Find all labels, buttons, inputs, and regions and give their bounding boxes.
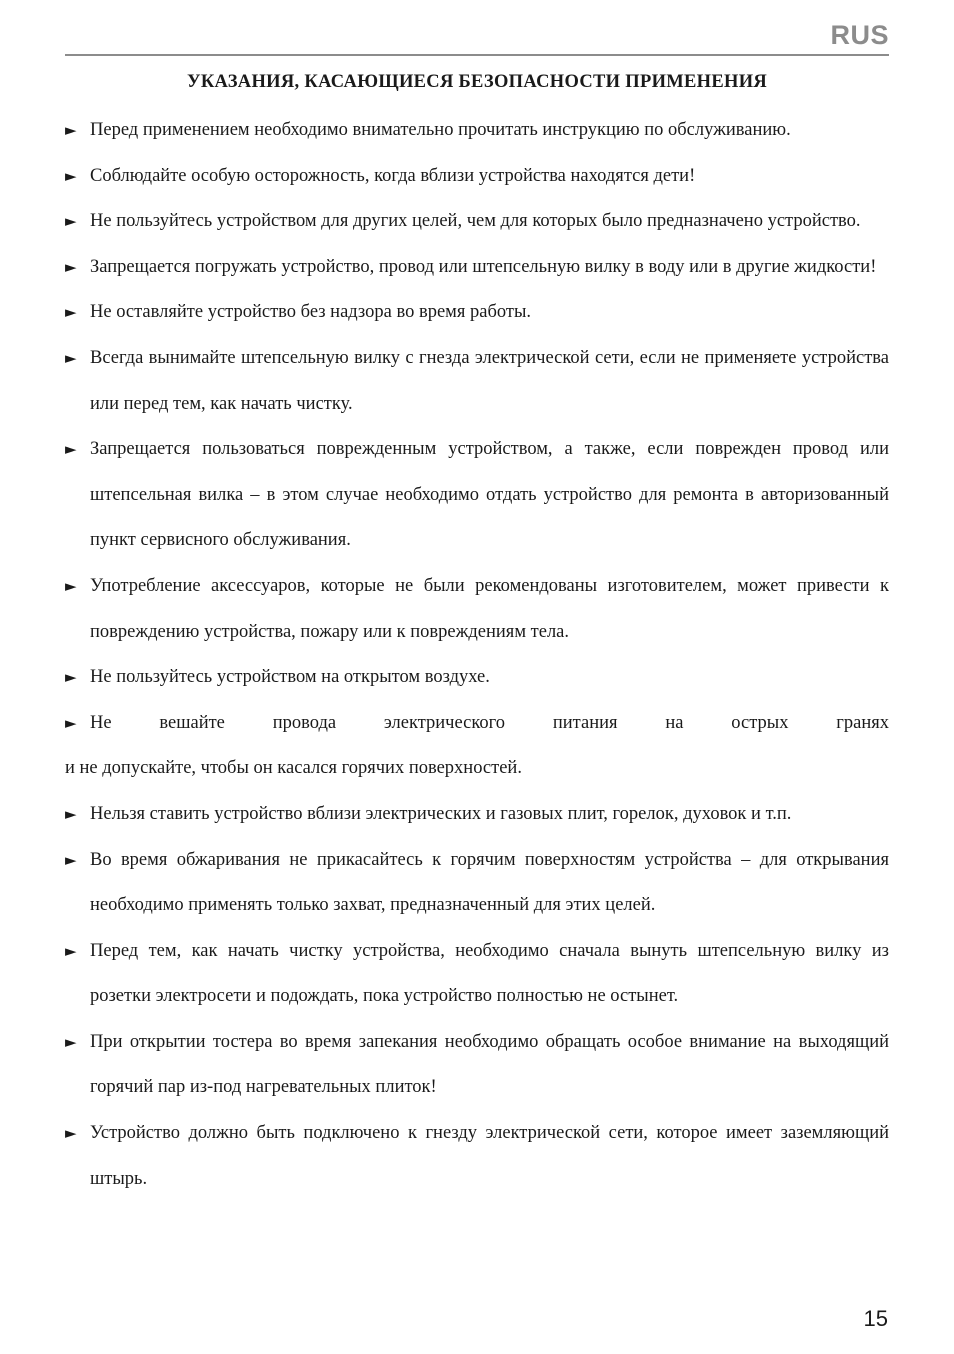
page-number: 15 [863, 1306, 888, 1331]
list-item [65, 655, 889, 701]
list-item-text: Во время обжаривания не прикасайтесь к горячим поверхностям устройства – для открывания необходимо применять только захват, предназначенный для этих целей. [90, 849, 889, 916]
list-item-text: Нельзя ставить устройство вблизи электрических и газовых плит, горелок, духовок и т.п. [90, 803, 792, 824]
list-item [65, 792, 889, 838]
list-item [65, 838, 889, 929]
language-label: RUS [830, 20, 889, 50]
list-item [65, 1111, 889, 1202]
list-item-text: Употребление аксессуаров, которые не были рекомендованы изготовителем, может привести к повреждению устройства, пожару или к повреждениям тела. [90, 575, 889, 642]
list-item [65, 1020, 889, 1111]
list-item-text: Не вешайте провода электрического питания на острых гранях [90, 712, 889, 733]
list-item [65, 336, 889, 427]
list-item [65, 701, 889, 747]
bullet-arrow-icon: ► [65, 348, 77, 367]
bullet-arrow-icon: ► [65, 713, 77, 732]
list-item-text: Не пользуйтесь устройством на открытом воздухе. [90, 667, 490, 688]
bullet-arrow-icon: ► [65, 257, 77, 276]
list-item-text: Не оставляйте устройство без надзора во время работы. [90, 302, 532, 323]
list-item [65, 564, 889, 655]
bullet-arrow-icon: ► [65, 1124, 77, 1143]
bullet-arrow-icon: ► [65, 212, 77, 231]
list-item [65, 154, 889, 200]
list-item-text: Не пользуйтесь устройством для других целей, чем для которых было предназначено устройство. [90, 211, 861, 232]
list-item [65, 108, 889, 154]
page-title: УКАЗАНИЯ, КАСАЮЩИЕСЯ БЕЗОПАСНОСТИ ПРИМЕНЕНИЯ [186, 72, 768, 92]
list-item-continuation [65, 746, 889, 792]
list-item [65, 427, 889, 564]
list-item [65, 199, 889, 245]
list-item-text: Устройство должно быть подключено к гнезду электрической сети, которое имеет заземляющий штырь. [90, 1123, 889, 1189]
list-item [65, 245, 889, 291]
bullet-arrow-icon: ► [65, 668, 77, 687]
list-item-text: и не допускайте, чтобы он касался горячих поверхностей. [65, 758, 522, 779]
bullet-arrow-icon: ► [65, 804, 77, 823]
bullet-arrow-icon: ► [65, 941, 77, 960]
safety-instructions-list [65, 108, 889, 1202]
list-item [65, 290, 889, 336]
bullet-arrow-icon: ► [65, 166, 77, 185]
list-item-text: При открытии тостера во время запекания необходимо обращать особое внимание на выходящий горячий пар из-под нагревательных плиток! [90, 1031, 889, 1098]
bullet-arrow-icon: ► [65, 576, 77, 595]
list-item-text: Всегда вынимайте штепсельную вилку с гнезда электрической сети, если не применяете устройства или перед тем, как начать чистку. [90, 347, 889, 414]
list-item [65, 929, 889, 1020]
list-item-text: Перед применением необходимо внимательно прочитать инструкцию по обслуживанию. [90, 120, 791, 140]
bullet-arrow-icon: ► [65, 850, 77, 869]
list-item-text: Соблюдайте особую осторожность, когда вблизи устройства находятся дети! [90, 165, 696, 186]
bullet-arrow-icon: ► [65, 303, 77, 322]
header-divider [65, 54, 889, 56]
bullet-arrow-icon: ► [65, 440, 77, 459]
list-item-text: Запрещается погружать устройство, провод или штепсельную вилку в воду или в другие жидкости! [90, 256, 877, 277]
bullet-arrow-icon: ► [65, 1032, 77, 1051]
list-item-text: Запрещается пользоваться поврежденным устройством, а также, если поврежден провод или штепсельная вилка – в этом случае необходимо отдать устройство для ремонта в авторизованный пункт сервисного обслуживания. [90, 439, 889, 551]
bullet-arrow-icon: ► [65, 121, 77, 139]
list-item-text: Перед тем, как начать чистку устройства, необходимо сначала вынуть штепсельную вилку из розетки электросети и подождать, пока устройство полностью не остынет. [90, 940, 889, 1007]
